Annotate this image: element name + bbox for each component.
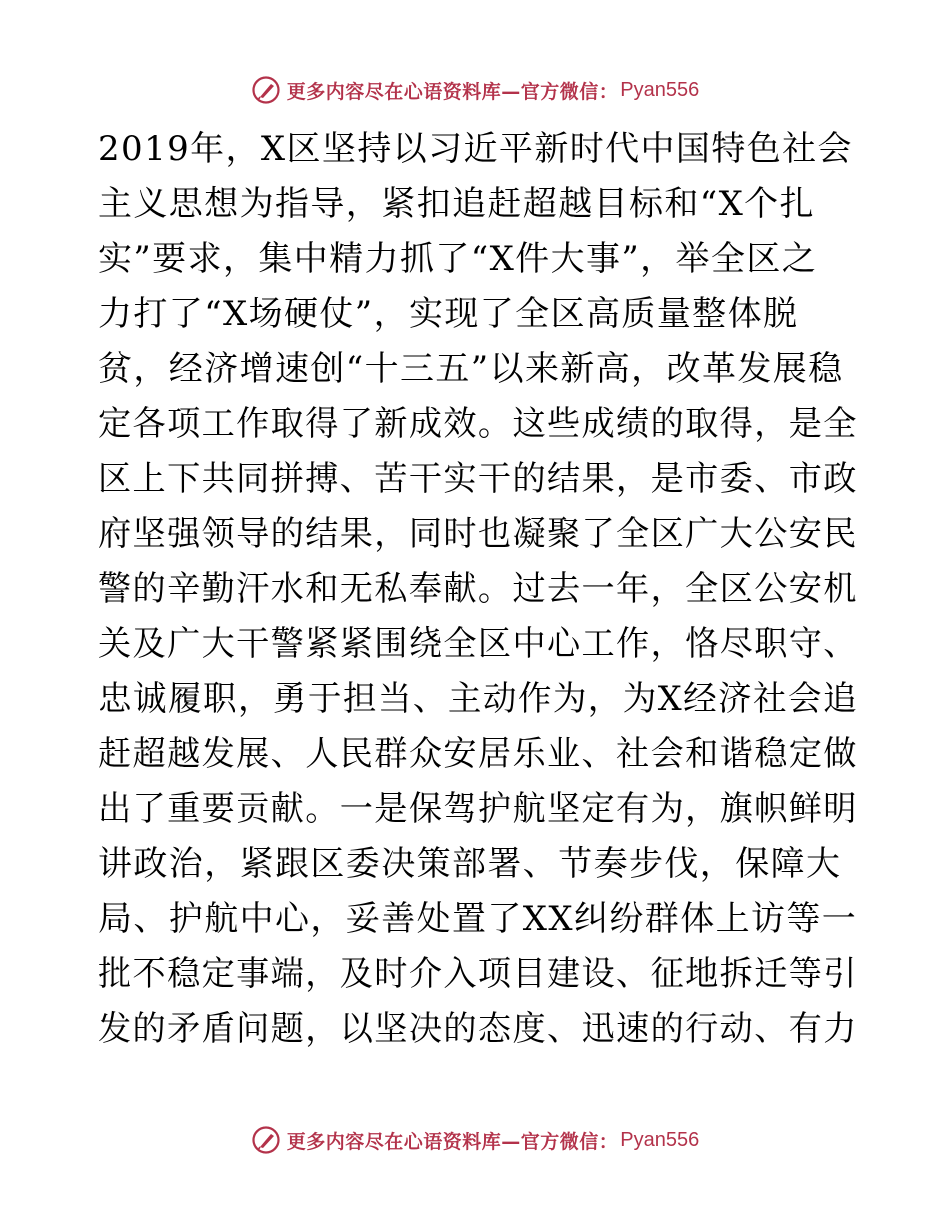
- header-watermark: [0, 70, 950, 110]
- body-line: 实”要求，集中精力抓了“X件大事”，举全区之: [98, 239, 818, 279]
- document-body: [98, 122, 858, 1057]
- body-line: 警的辛勤汗水和无私奉献。过去一年，全区公安机: [98, 569, 858, 609]
- body-line: 2019年，X区坚持以习近平新时代中国特色社会: [98, 129, 853, 169]
- body-line: 贫，经济增速创“十三五”以来新高，改革发展稳: [98, 349, 844, 389]
- body-line: 力打了“X场硬仗”，实现了全区高质量整体脱: [98, 294, 799, 334]
- watermark-label: 更多内容尽在心语资料库—官方微信：: [286, 80, 619, 103]
- watermark-account: Pyan556: [620, 1128, 700, 1151]
- body-line: 关及广大干警紧紧围绕全区中心工作，恪尽职守、: [98, 624, 858, 664]
- body-line: 批不稳定事端，及时介入项目建设、征地拆迁等引: [98, 954, 858, 994]
- body-line: 主义思想为指导，紧扣追赶超越目标和“X个扎: [98, 184, 815, 224]
- body-line: 忠诚履职，勇于担当、主动作为，为X经济社会追: [98, 679, 859, 719]
- body-line: 讲政治，紧跟区委决策部署、节奏步伐，保障大: [98, 844, 842, 884]
- body-line: 发的矛盾问题，以坚决的态度、迅速的行动、有力: [98, 1009, 858, 1049]
- watermark-label: 更多内容尽在心语资料库—官方微信：: [286, 1130, 619, 1153]
- body-line: 赶超越发展、人民群众安居乐业、社会和谐稳定做: [98, 734, 858, 774]
- footer-watermark: [0, 1120, 950, 1160]
- body-line: 定各项工作取得了新成效。这些成绩的取得，是全: [98, 404, 858, 444]
- body-line: 局、护航中心，妥善处置了XX纠纷群体上访等一: [98, 899, 858, 939]
- watermark-account: Pyan556: [620, 78, 700, 101]
- quill-logo-icon: [251, 75, 281, 105]
- body-line: 出了重要贡献。一是保驾护航坚定有为，旗帜鲜明: [98, 789, 858, 829]
- quill-logo-icon: [251, 1125, 281, 1155]
- body-line: 府坚强领导的结果，同时也凝聚了全区广大公安民: [98, 514, 858, 554]
- body-line: 区上下共同拼搏、苦干实干的结果，是市委、市政: [98, 459, 858, 499]
